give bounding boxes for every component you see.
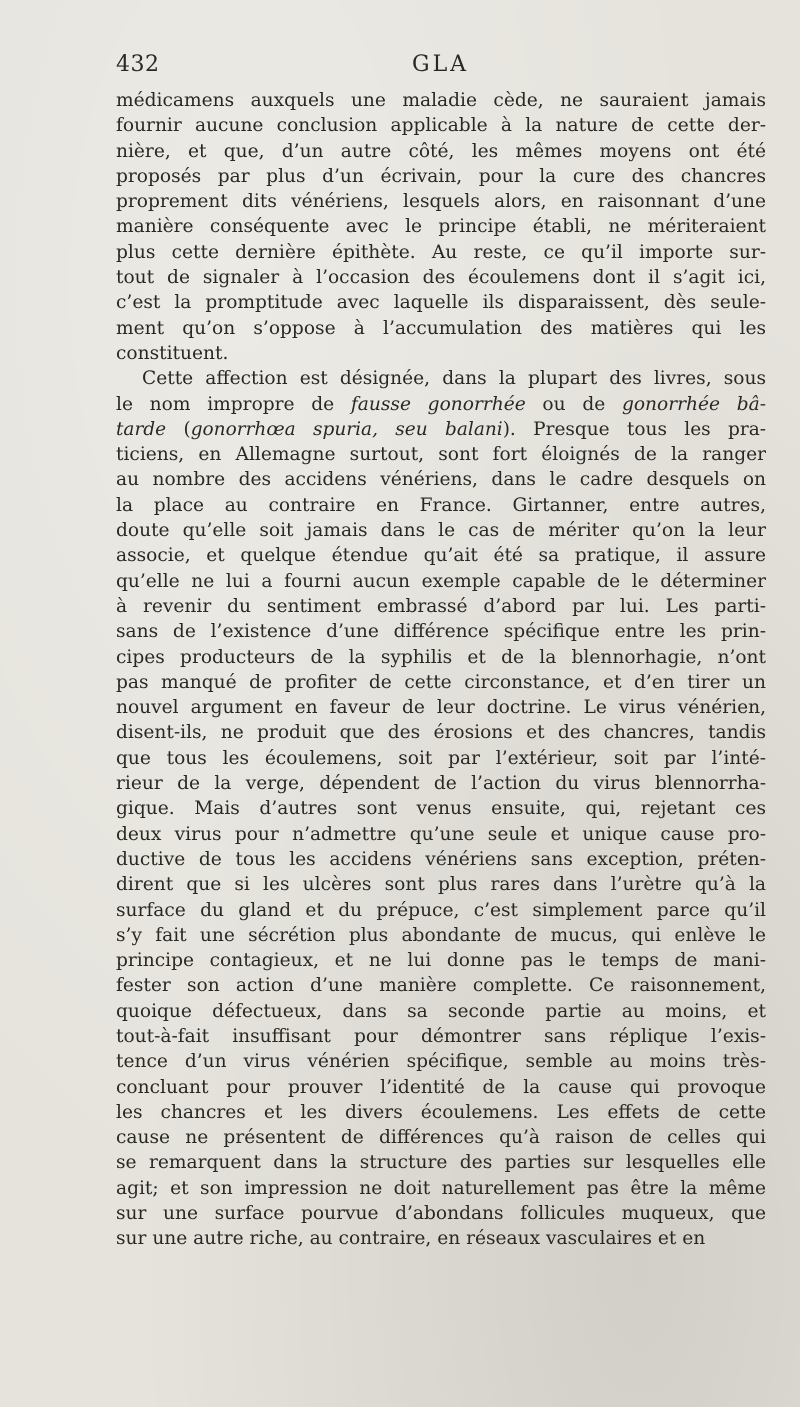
text-line: Cette affection est désignée, dans la plupart des livres, sous: [142, 368, 766, 390]
text-line: pas manqué de profiter de cette circonstance, et d’en tirer un: [116, 671, 766, 693]
text-line: au nombre des accidens vénériens, dans le cadre desquels on: [116, 469, 766, 491]
text-line: deux virus pour n’admettre qu’une seule et unique cause pro-: [116, 823, 766, 845]
text-line: tarde (gonorrhœa spuria, seu balani). Presque tous les pra-: [116, 418, 766, 440]
text-line: fester son action d’une manière complette. Ce raisonnement,: [116, 975, 766, 997]
text-line: qu’elle ne lui a fourni aucun exemple capable de le déterminer: [116, 570, 766, 592]
text-line: fournir aucune conclusion applicable à la nature de cette der-: [116, 115, 766, 137]
text-line: cause ne présentent de différences qu’à raison de celles qui: [116, 1127, 766, 1149]
text-line: associe, et quelque étendue qu’ait été sa pratique, il assure: [116, 545, 766, 567]
text-line: surface du gland et du prépuce, c’est simplement parce qu’il: [116, 899, 766, 921]
text-line: proprement dits vénériens, lesquels alors, en raisonnant d’une: [116, 191, 766, 213]
text-line: se remarquent dans la structure des parties sur lesquelles elle: [116, 1152, 766, 1174]
text-line: le nom impropre de fausse gonorrhée ou de gonorrhée bâ-: [116, 393, 766, 415]
text-line: sur une surface pourvue d’abondans follicules muqueux, que: [116, 1203, 766, 1225]
text-line: ment qu’on s’oppose à l’accumulation des matières qui les: [116, 317, 766, 339]
text-line: ticiens, en Allemagne surtout, sont fort éloignés de la ranger: [116, 444, 766, 466]
text-line: c’est la promptitude avec laquelle ils disparaissent, dès seule-: [116, 292, 766, 314]
text-line: nière, et que, d’un autre côté, les mêmes moyens ont été: [116, 140, 766, 162]
text-line: la place au contraire en France. Girtanner, entre autres,: [116, 494, 766, 516]
text-line: agit; et son impression ne doit naturellement pas être la même: [116, 1177, 766, 1199]
italic-term: gonorrhée bâ-: [621, 393, 766, 415]
text-line: les chancres et les divers écoulemens. Les effets de cette: [116, 1101, 766, 1123]
text-line: rieur de la verge, dépendent de l’action du virus blennorrha-: [116, 773, 766, 795]
text-line: disent-ils, ne produit que des érosions et des chancres, tandis: [116, 722, 766, 744]
text-line: médicamens auxquels une maladie cède, ne sauraient jamais: [116, 90, 766, 111]
page-number: 432: [116, 52, 160, 77]
text-line: quoique défectueux, dans sa seconde partie au moins, et: [116, 1000, 766, 1022]
text-line: sans de l’existence d’une différence spécifique entre les prin-: [116, 621, 766, 643]
text-line: constituent.: [116, 342, 229, 364]
text-line: concluant pour prouver l’identité de la cause qui provoque: [116, 1076, 766, 1098]
text-line: que tous les écoulemens, soit par l’extérieur, soit par l’inté-: [116, 747, 766, 769]
running-head: GLA: [412, 52, 470, 77]
text-line: sur une autre riche, au contraire, en réseaux vasculaires et en: [116, 1228, 706, 1250]
text-line: s’y fait une sécrétion plus abondante de mucus, qui enlève le: [116, 924, 766, 946]
body-text: [116, 88, 766, 1252]
text-line: nouvel argument en faveur de leur doctrine. Le virus vénérien,: [116, 697, 766, 719]
text-line: doute qu’elle soit jamais dans le cas de mériter qu’on la leur: [116, 520, 766, 542]
italic-term: tarde: [116, 418, 167, 440]
text-line: proposés par plus d’un écrivain, pour la cure des chancres: [116, 165, 766, 187]
italic-term: gonorrhœa spuria, seu balani: [190, 418, 503, 440]
text-line: plus cette dernière épithète. Au reste, ce qu’il importe sur-: [116, 241, 766, 263]
text-line: manière conséquente avec le principe établi, ne mériteraient: [116, 216, 766, 238]
text-line: tence d’un virus vénérien spécifique, semble au moins très-: [116, 1051, 766, 1073]
text-line: gique. Mais d’autres sont venus ensuite, qui, rejetant ces: [116, 798, 766, 820]
text-line: principe contagieux, et ne lui donne pas le temps de mani-: [116, 950, 766, 972]
text-line: à revenir du sentiment embrassé d’abord par lui. Les parti-: [116, 595, 766, 617]
text-line: tout-à-fait insuffisant pour démontrer sans réplique l’exis-: [116, 1025, 766, 1047]
page-header: [116, 52, 766, 82]
italic-term: fausse gonorrhée: [350, 393, 526, 415]
text-line: tout de signaler à l’occasion des écoulemens dont il s’agit ici,: [116, 267, 766, 289]
text-line: ductive de tous les accidens vénériens sans exception, préten-: [116, 848, 766, 870]
text-line: dirent que si les ulcères sont plus rares dans l’urètre qu’à la: [116, 874, 766, 896]
text-line: cipes producteurs de la syphilis et de la blennorhagie, n’ont: [116, 646, 766, 668]
